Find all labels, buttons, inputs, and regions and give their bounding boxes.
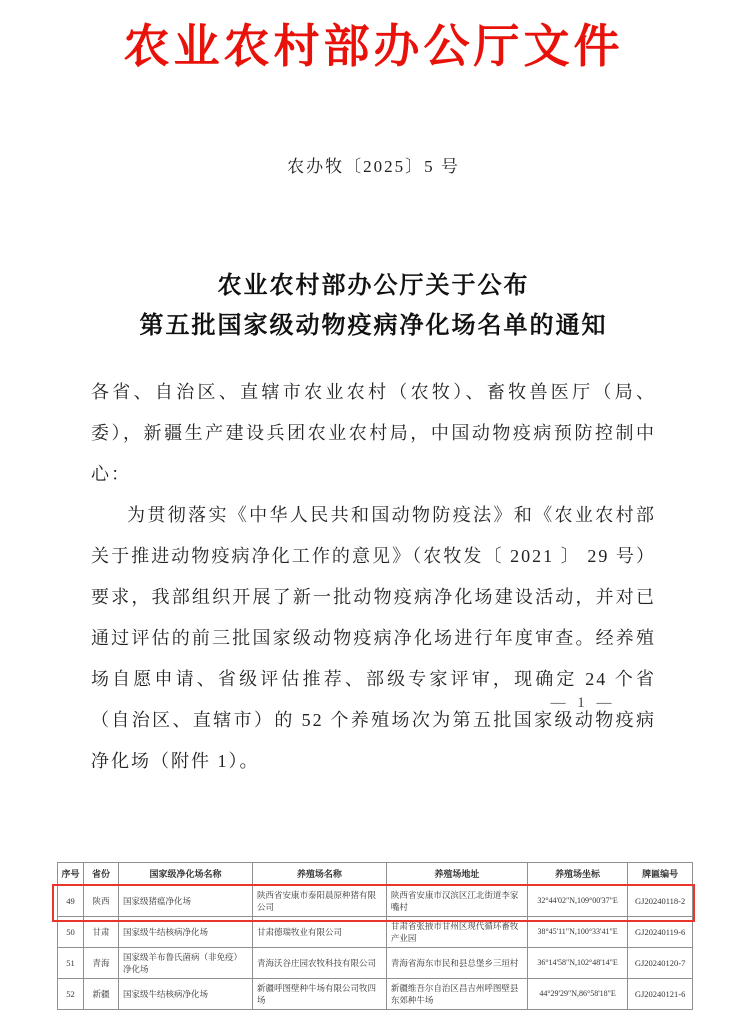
table-cell: GJ20240118-2 (628, 886, 693, 917)
column-header: 养殖场名称 (252, 863, 386, 886)
table-cell: GJ20240121-6 (628, 979, 693, 1010)
column-header: 养殖场坐标 (527, 863, 627, 886)
page-number: — 1 — (550, 695, 616, 711)
table-cell: 52 (58, 979, 84, 1010)
table-cell: 国家级猪瘟净化场 (118, 886, 252, 917)
document-title (0, 266, 747, 346)
table-cell: 50 (58, 917, 84, 948)
body-paragraph: 为贯彻落实《中华人民共和国动物防疫法》和《农业农村部关于推进动物疫病净化工作的意见》（农牧发〔 2021 〕 29 号）要求，我部组织开展了新一批动物疫病净化场建设活动，并对已通过评估的前三批国家级动物疫病净化场进行年度审查。经养殖场自愿申请、省级评估推荐、部级专家评审，现确定 24 个省（自治区、直辖市）的 52 个养殖场次为第五批国家级动物疫病净化场（附件 1）。 (91, 505, 656, 771)
column-header: 国家级净化场名称 (118, 863, 252, 886)
table-row (58, 948, 693, 979)
table-cell: GJ20240119-6 (628, 917, 693, 948)
column-header: 省份 (84, 863, 119, 886)
column-header: 序号 (58, 863, 84, 886)
table-cell: 甘肃德瑞牧业有限公司 (252, 917, 386, 948)
table-row (58, 979, 693, 1010)
table-cell: 38°45'11"N,100°33'41"E (527, 917, 627, 948)
table-body (58, 886, 693, 1010)
table-cell: 51 (58, 948, 84, 979)
table-cell: GJ20240120-7 (628, 948, 693, 979)
doc-number: 农办牧〔2025〕5 号 (287, 157, 460, 176)
table-cell: 甘肃 (84, 917, 119, 948)
recipients-paragraph: 各省、自治区、直辖市农业农村（农牧）、畜牧兽医厅（局、委），新疆生产建设兵团农业农村局，中国动物疫病预防控制中心： (91, 382, 656, 484)
table-cell: 陕西省安康市汉滨区江北街道李家嘴村 (386, 886, 527, 917)
table-cell: 32°44'02"N,109°00'37"E (527, 886, 627, 917)
table-cell: 49 (58, 886, 84, 917)
table-cell: 甘肃省张掖市甘州区现代循环畜牧产业园 (386, 917, 527, 948)
table-cell: 36°14'58"N,102°48'14"E (527, 948, 627, 979)
table-cell: 陕西 (84, 886, 119, 917)
table-cell: 44°29'29"N,86°58'18"E (527, 979, 627, 1010)
table-cell: 国家级羊布鲁氏菌病（非免疫）净化场 (118, 948, 252, 979)
table-cell: 青海沃谷庄园农牧科技有限公司 (252, 948, 386, 979)
table-cell: 青海 (84, 948, 119, 979)
document-title-line2: 第五批国家级动物疫病净化场名单的通知 (139, 313, 608, 339)
table-cell: 陕西省安康市泰阳晨原种猪有限公司 (252, 886, 386, 917)
table-cell: 新疆维吾尔自治区昌吉州呼图壁县东郊种牛场 (386, 979, 527, 1010)
column-header: 养殖场地址 (386, 863, 527, 886)
document-title-line1: 农业农村部办公厅关于公布 (217, 273, 530, 299)
table-header-row (58, 863, 693, 886)
table-cell: 新疆 (84, 979, 119, 1010)
purification-farm-table (57, 862, 693, 1010)
column-header: 牌匾编号 (628, 863, 693, 886)
document-banner-title: 农业农村部办公厅文件 (123, 21, 624, 72)
table-cell: 国家级牛结核病净化场 (118, 979, 252, 1010)
table-cell: 新疆呼图壁种牛场有限公司牧四场 (252, 979, 386, 1010)
document-body (91, 372, 656, 782)
table-cell: 国家级牛结核病净化场 (118, 917, 252, 948)
table-row-highlighted (58, 886, 693, 917)
table-row (58, 917, 693, 948)
table-cell: 青海省海东市民和县总堡乡三垣村 (386, 948, 527, 979)
